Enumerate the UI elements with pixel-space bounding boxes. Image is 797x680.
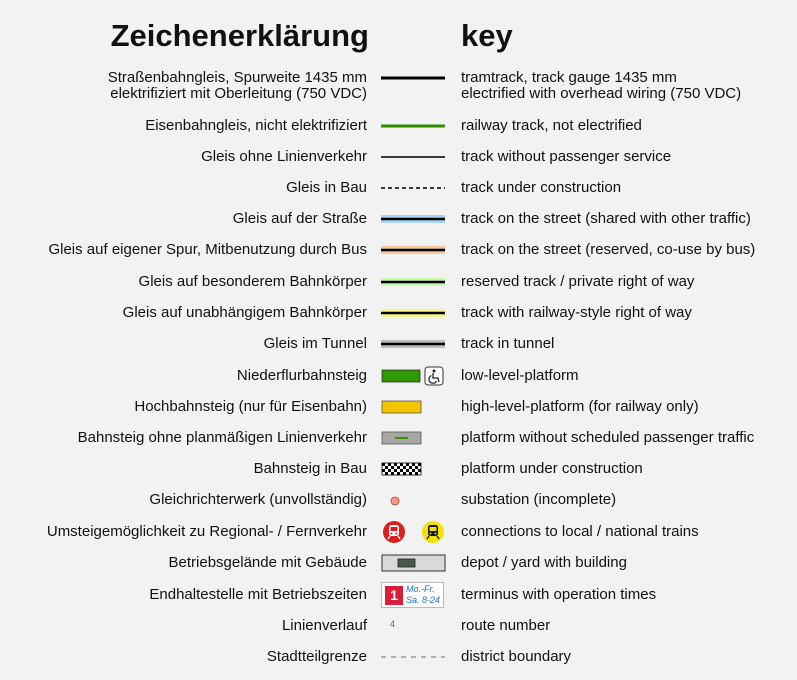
label-de: Linienverlauf [281, 617, 367, 634]
label-en: platform under construction [461, 460, 643, 477]
label-en: railway track, not electrified [461, 117, 642, 134]
label-de: Gleis in Bau [286, 179, 367, 196]
label-de: Gleis auf eigener Spur, Mitbenutzung durch Bus [48, 241, 367, 258]
label-en: depot / yard with building [461, 554, 627, 571]
symbol-train-connections [378, 517, 448, 547]
label-de: Gleis im Tunnel [263, 335, 367, 352]
symbol-unused-platform [378, 423, 448, 453]
label-en: track under construction [461, 179, 622, 196]
label-de: Gleis auf unabhängigem Bahnkörper [122, 304, 367, 321]
label-en: track on the street (reserved, co-use by bus) [461, 241, 756, 258]
label-de: Hochbahnsteig (nur für Eisenbahn) [134, 398, 367, 415]
symbol-district-boundary [378, 642, 448, 672]
label-en: route number [461, 617, 551, 634]
symbol-track-street [378, 204, 448, 234]
label-en: track in tunnel [461, 335, 555, 352]
symbol-tramtrack [378, 71, 448, 101]
label-en: track without passenger service [461, 148, 672, 165]
legend-title-german: Zeichenerklärung [110, 18, 369, 53]
local-train-icon [383, 521, 405, 543]
label-de: Straßenbahngleis, Spurweite 1435 mm elektrifiziert mit Oberleitung (750 VDC) [107, 69, 367, 102]
label-en: reserved track / private right of way [461, 273, 695, 290]
label-de: Eisenbahngleis, nicht elektrifiziert [145, 117, 367, 134]
symbol-terminus [381, 582, 444, 608]
terminus-operation-times: Mo.-Fr. Sa. 8-24 [406, 584, 441, 605]
symbol-railway-style-track [378, 298, 448, 328]
legend-title-english: key [461, 18, 513, 53]
label-de: Bahnsteig in Bau [253, 460, 367, 477]
label-en: high-level-platform (for railway only) [461, 398, 699, 415]
label-en: track on the street (shared with other traffic) [461, 210, 751, 227]
label-de: Gleis auf der Straße [232, 210, 367, 227]
symbol-high-platform [378, 392, 448, 422]
symbol-tunnel [378, 329, 448, 359]
label-de: Niederflurbahnsteig [236, 367, 367, 384]
label-en: track with railway-style right of way [461, 304, 692, 321]
label-en: platform without scheduled passenger traffic [461, 429, 755, 446]
symbol-route-number: 4 [390, 619, 396, 629]
terminus-line-number: 1 [385, 586, 403, 605]
symbol-low-platform [378, 361, 448, 391]
symbol-reserved-track [378, 267, 448, 297]
symbol-depot [378, 548, 448, 578]
label-en: tramtrack, track gauge 1435 mm electrified with overhead wiring (750 VDC) [461, 69, 742, 102]
national-train-icon [422, 521, 444, 543]
label-en: connections to local / national trains [461, 523, 699, 540]
label-de: Stadtteilgrenze [266, 648, 367, 665]
label-de: Endhaltestelle mit Betriebszeiten [149, 586, 367, 603]
label-de: Gleichrichterwerk (unvollständig) [149, 491, 367, 508]
symbol-railway-track [378, 111, 448, 141]
label-de: Gleis auf besonderem Bahnkörper [138, 273, 367, 290]
symbol-track-construction [378, 173, 448, 203]
label-de: Betriebsgelände mit Gebäude [168, 554, 367, 571]
label-en: substation (incomplete) [461, 491, 617, 508]
label-en: district boundary [461, 648, 572, 665]
symbol-track-bus-lane [378, 235, 448, 265]
label-en: terminus with operation times [461, 586, 657, 603]
label-de: Umsteigemöglichkeit zu Regional- / Fernverkehr [46, 523, 367, 540]
label-de: Bahnsteig ohne planmäßigen Linienverkehr [77, 429, 367, 446]
label-en: low-level-platform [461, 367, 579, 384]
symbol-platform-construction [378, 454, 448, 484]
symbol-track-no-service [378, 142, 448, 172]
label-de: Gleis ohne Linienverkehr [201, 148, 367, 165]
symbol-substation [378, 485, 448, 515]
